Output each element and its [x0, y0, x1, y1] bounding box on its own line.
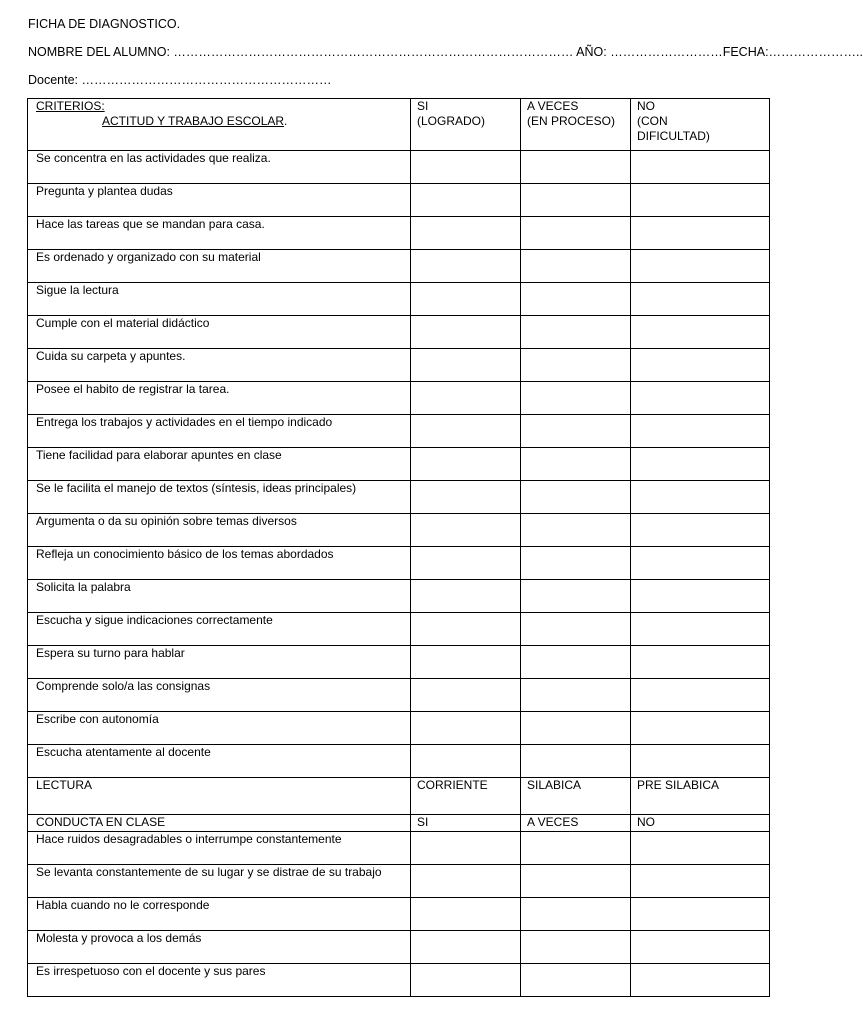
si-checkbox-cell[interactable]: [411, 448, 521, 481]
no-checkbox-cell[interactable]: [631, 217, 770, 250]
si-checkbox-cell[interactable]: [411, 514, 521, 547]
document-title: FICHA DE DIAGNOSTICO.: [28, 17, 181, 31]
si-checkbox-cell[interactable]: [411, 679, 521, 712]
si-checkbox-cell[interactable]: [411, 964, 521, 997]
aveces-checkbox-cell[interactable]: [521, 964, 631, 997]
no-checkbox-cell[interactable]: [631, 349, 770, 382]
si-checkbox-cell[interactable]: [411, 481, 521, 514]
aveces-checkbox-cell[interactable]: [521, 514, 631, 547]
criterion-label: Pregunta y plantea dudas: [28, 184, 411, 217]
aveces-checkbox-cell[interactable]: [521, 316, 631, 349]
aveces-checkbox-cell[interactable]: [521, 382, 631, 415]
si-checkbox-cell[interactable]: [411, 250, 521, 283]
no-checkbox-cell[interactable]: [631, 514, 770, 547]
conduct-item-label: Es irrespetuoso con el docente y sus pares: [28, 964, 411, 997]
aveces-checkbox-cell[interactable]: [521, 580, 631, 613]
no-checkbox-cell[interactable]: [631, 481, 770, 514]
criterios-header-cell: [28, 99, 411, 151]
no-checkbox-cell[interactable]: [631, 382, 770, 415]
aveces-checkbox-cell[interactable]: [521, 679, 631, 712]
si-checkbox-cell[interactable]: [411, 931, 521, 964]
no-checkbox-cell[interactable]: [631, 250, 770, 283]
diagnostic-table: [27, 98, 770, 997]
table-row: [28, 184, 770, 217]
si-checkbox-cell[interactable]: [411, 712, 521, 745]
aveces-checkbox-cell[interactable]: [521, 547, 631, 580]
no-checkbox-cell[interactable]: [631, 547, 770, 580]
table-row: [28, 316, 770, 349]
si-checkbox-cell[interactable]: [411, 865, 521, 898]
table-row: [28, 283, 770, 316]
aveces-header-sub: (EN PROCESO): [527, 114, 616, 128]
conducta-aveces: A VECES: [521, 815, 631, 832]
si-checkbox-cell[interactable]: [411, 613, 521, 646]
criterion-label: Comprende solo/a las consignas: [28, 679, 411, 712]
lectura-row: [28, 778, 770, 815]
si-checkbox-cell[interactable]: [411, 646, 521, 679]
aveces-checkbox-cell[interactable]: [521, 613, 631, 646]
criterion-label: Espera su turno para hablar: [28, 646, 411, 679]
conducta-si: SI: [411, 815, 521, 832]
lectura-corriente: CORRIENTE: [411, 778, 521, 815]
no-checkbox-cell[interactable]: [631, 832, 770, 865]
no-checkbox-cell[interactable]: [631, 283, 770, 316]
no-checkbox-cell[interactable]: [631, 712, 770, 745]
table-row: [28, 931, 770, 964]
no-checkbox-cell[interactable]: [631, 184, 770, 217]
si-checkbox-cell[interactable]: [411, 349, 521, 382]
table-row: [28, 547, 770, 580]
criterion-label: Posee el habito de registrar la tarea.: [28, 382, 411, 415]
no-checkbox-cell[interactable]: [631, 151, 770, 184]
table-header-row: [28, 99, 770, 151]
si-checkbox-cell[interactable]: [411, 184, 521, 217]
no-checkbox-cell[interactable]: [631, 613, 770, 646]
aveces-checkbox-cell[interactable]: [521, 898, 631, 931]
lectura-silabica: SILABICA: [521, 778, 631, 815]
table-row: [28, 250, 770, 283]
aveces-checkbox-cell[interactable]: [521, 865, 631, 898]
criterion-label: Solicita la palabra: [28, 580, 411, 613]
aveces-checkbox-cell[interactable]: [521, 415, 631, 448]
criterion-label: Cumple con el material didáctico: [28, 316, 411, 349]
criterios-subtitle: ACTITUD Y TRABAJO ESCOLAR: [102, 114, 285, 128]
criterion-label: Cuida su carpeta y apuntes.: [28, 349, 411, 382]
student-info-line: NOMBRE DEL ALUMNO: …………………………………………………………………………………… AÑO: ………………………FECHA:…………………..: [28, 45, 863, 59]
si-checkbox-cell[interactable]: [411, 580, 521, 613]
criterios-subtitle-suffix: .: [284, 114, 288, 128]
aveces-checkbox-cell[interactable]: [521, 250, 631, 283]
no-checkbox-cell[interactable]: [631, 580, 770, 613]
table-row: [28, 481, 770, 514]
table-row: [28, 415, 770, 448]
si-checkbox-cell[interactable]: [411, 283, 521, 316]
criterion-label: Entrega los trabajos y actividades en el tiempo indicado: [28, 415, 411, 448]
no-checkbox-cell[interactable]: [631, 448, 770, 481]
table-row: [28, 613, 770, 646]
table-row: [28, 217, 770, 250]
no-checkbox-cell[interactable]: [631, 964, 770, 997]
si-header-cell: [411, 99, 521, 151]
no-checkbox-cell[interactable]: [631, 679, 770, 712]
table-row: [28, 712, 770, 745]
conducta-label: CONDUCTA EN CLASE: [28, 815, 411, 832]
criterion-label: Se le facilita el manejo de textos (síntesis, ideas principales): [28, 481, 411, 514]
table-row: [28, 964, 770, 997]
no-checkbox-cell[interactable]: [631, 865, 770, 898]
si-checkbox-cell[interactable]: [411, 898, 521, 931]
si-checkbox-cell[interactable]: [411, 745, 521, 778]
si-checkbox-cell[interactable]: [411, 316, 521, 349]
diagnostic-table-body: [28, 99, 770, 997]
table-row: [28, 514, 770, 547]
table-row: [28, 382, 770, 415]
criterion-label: Sigue la lectura: [28, 283, 411, 316]
table-row: [28, 349, 770, 382]
no-header: NO: [637, 99, 655, 113]
table-row: [28, 646, 770, 679]
si-checkbox-cell[interactable]: [411, 547, 521, 580]
si-header-sub: (LOGRADO): [417, 114, 486, 128]
no-checkbox-cell[interactable]: [631, 931, 770, 964]
conduct-item-label: Se levanta constantemente de su lugar y se distrae de su trabajo: [28, 865, 411, 898]
criterion-label: Es ordenado y organizado con su material: [28, 250, 411, 283]
aveces-checkbox-cell[interactable]: [521, 283, 631, 316]
table-row: [28, 679, 770, 712]
criterion-label: Escucha atentamente al docente: [28, 745, 411, 778]
criterion-label: Refleja un conocimiento básico de los temas abordados: [28, 547, 411, 580]
criterion-label: Escucha y sigue indicaciones correctamente: [28, 613, 411, 646]
no-checkbox-cell[interactable]: [631, 646, 770, 679]
no-checkbox-cell[interactable]: [631, 316, 770, 349]
lectura-label: LECTURA: [28, 778, 411, 815]
table-row: [28, 151, 770, 184]
aveces-checkbox-cell[interactable]: [521, 931, 631, 964]
aveces-checkbox-cell[interactable]: [521, 448, 631, 481]
teacher-line: Docente: ……………………………………………………: [28, 73, 332, 87]
table-row: [28, 865, 770, 898]
conduct-item-label: Hace ruidos desagradables o interrumpe constantemente: [28, 832, 411, 865]
criterion-label: Escribe con autonomía: [28, 712, 411, 745]
si-checkbox-cell[interactable]: [411, 151, 521, 184]
si-checkbox-cell[interactable]: [411, 832, 521, 865]
criterios-subtitle-wrap: [36, 114, 404, 129]
table-row: [28, 898, 770, 931]
conducta-row: [28, 815, 770, 832]
si-header: SI: [417, 99, 429, 113]
table-row: [28, 832, 770, 865]
no-header-cell: [631, 99, 770, 151]
table-row: [28, 745, 770, 778]
lectura-presilabica: PRE SILABICA: [631, 778, 770, 815]
criterion-label: Argumenta o da su opinión sobre temas diversos: [28, 514, 411, 547]
conduct-item-label: Molesta y provoca a los demás: [28, 931, 411, 964]
aveces-header: A VECES: [527, 99, 579, 113]
no-checkbox-cell[interactable]: [631, 898, 770, 931]
criterion-label: Hace las tareas que se mandan para casa.: [28, 217, 411, 250]
criterion-label: Se concentra en las actividades que realiza.: [28, 151, 411, 184]
aveces-checkbox-cell[interactable]: [521, 481, 631, 514]
aveces-checkbox-cell[interactable]: [521, 745, 631, 778]
no-checkbox-cell[interactable]: [631, 745, 770, 778]
table-row: [28, 448, 770, 481]
criterion-label: Tiene facilidad para elaborar apuntes en clase: [28, 448, 411, 481]
no-checkbox-cell[interactable]: [631, 415, 770, 448]
aveces-checkbox-cell[interactable]: [521, 184, 631, 217]
aveces-checkbox-cell[interactable]: [521, 832, 631, 865]
aveces-checkbox-cell[interactable]: [521, 217, 631, 250]
aveces-checkbox-cell[interactable]: [521, 151, 631, 184]
conduct-item-label: Habla cuando no le corresponde: [28, 898, 411, 931]
no-header-sub2: DIFICULTAD): [637, 129, 710, 143]
table-row: [28, 580, 770, 613]
no-header-sub: (CON: [637, 114, 668, 128]
aveces-checkbox-cell[interactable]: [521, 349, 631, 382]
aveces-checkbox-cell[interactable]: [521, 712, 631, 745]
si-checkbox-cell[interactable]: [411, 382, 521, 415]
aveces-checkbox-cell[interactable]: [521, 646, 631, 679]
aveces-header-cell: [521, 99, 631, 151]
si-checkbox-cell[interactable]: [411, 415, 521, 448]
si-checkbox-cell[interactable]: [411, 217, 521, 250]
conducta-no: NO: [631, 815, 770, 832]
criterios-label: CRITERIOS:: [36, 99, 105, 113]
